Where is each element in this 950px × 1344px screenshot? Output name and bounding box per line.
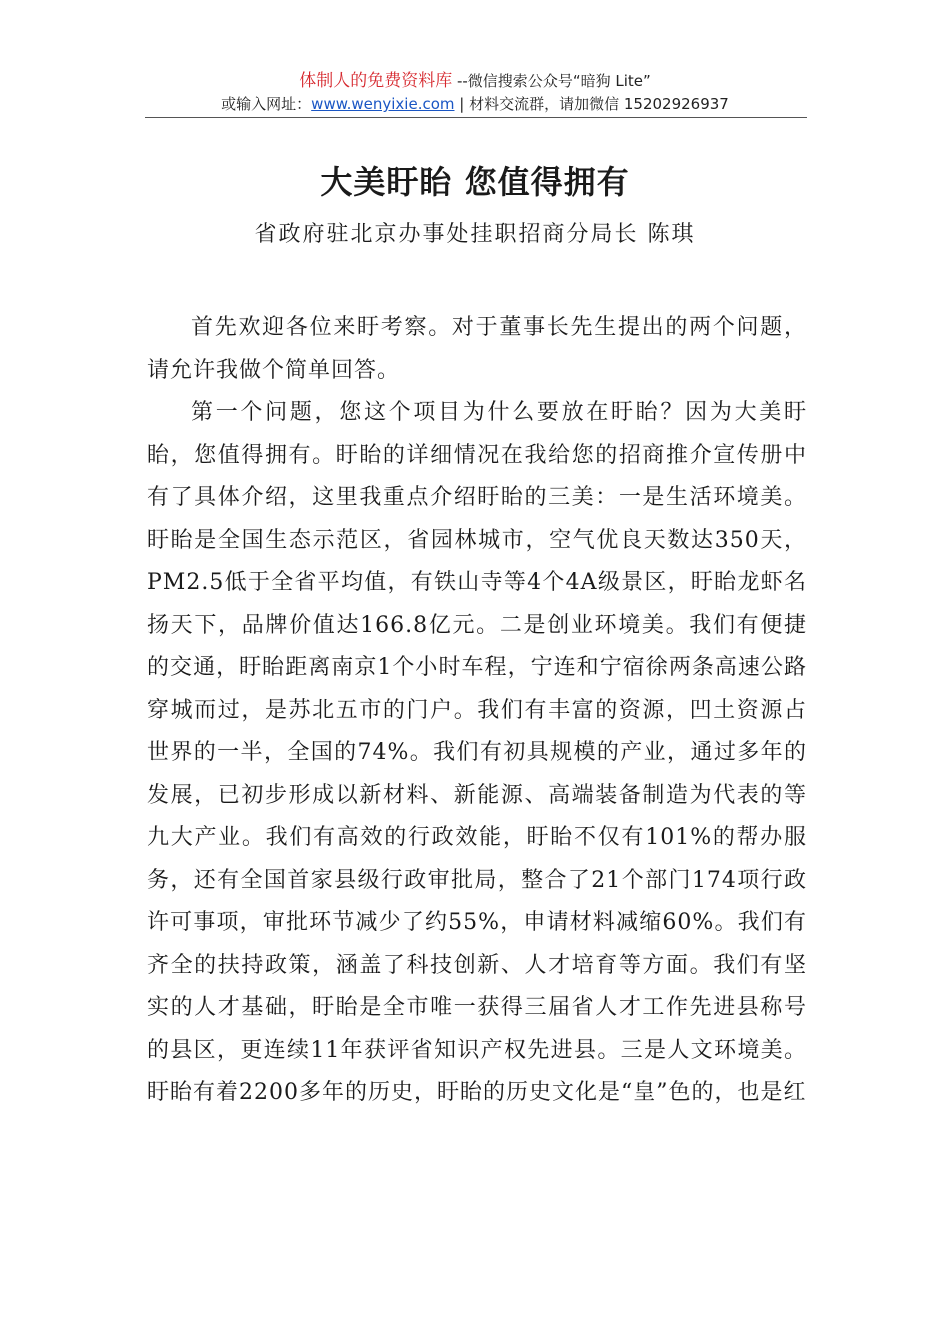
header-tagline: --微信搜索公众号“暗狗 Lite” (452, 72, 651, 90)
paragraph: 首先欢迎各位来盱考察。对于董事长先生提出的两个问题，请允许我做个简单回答。 (147, 315, 807, 383)
paragraph: 第一个问题，您这个项目为什么要放在盱眙？因为大美盱眙，您值得拥有。盱眙的详细情况在我给您的招商推介宣传册中有了具体介绍，这里我重点介绍盱眙的三美：一是生活环境美。盱眙是全国生态示范区，省园林城市，空气优良天数达350天，PM2.5低于全省平均值，有铁山寺等4个4A级景区，盱眙龙虾名扬天下，品牌价值达166.8亿元。二是创业环境美。我们有便捷的交通，盱眙距离南京1个小时车程，宁连和宁宿徐两条高速公路穿城而过，是苏北五市的门户。我们有丰富的资源，凹土资源占世界的一半，全国的74%。我们有初具规模的产业，通过多年的发展，已初步形成以新材料、新能源、高端装备制造为代表的等九大产业。我们有高效的行政效能，盱眙不仅有101%的帮办服务，还有全国首家县级行政审批局，整合了21个部门174项行政许可事项，审批环节减少了约55%，申请材料减缩60%。我们有齐全的扶持政策，涵盖了科技创新、人才培育等方面。我们有坚实的人才基础，盱眙是全市唯一获得三届省人才工作先进县称号的县区，更连续11年获评省知识产权先进县。三是人文环境美。盱眙有着2200多年的历史，盱眙的历史文化是“皇”色的，也是红 (147, 400, 807, 1105)
header-line-1 (145, 70, 805, 92)
document-subtitle: 省政府驻北京办事处挂职招商分局长 陈琪 (254, 222, 696, 247)
document-body (147, 307, 807, 1115)
page-header (145, 70, 805, 115)
header-line-2 (145, 93, 805, 115)
document-title: 大美盱眙 您值得拥有 (320, 163, 630, 201)
header-divider (145, 117, 807, 118)
website-link[interactable]: www.wenyixie.com (311, 95, 455, 113)
brand-text: 体制人的免费资料库 (299, 71, 453, 91)
url-prefix: 或输入网址： (221, 95, 312, 113)
contact-text: | 材料交流群，请加微信 15202926937 (454, 95, 729, 113)
